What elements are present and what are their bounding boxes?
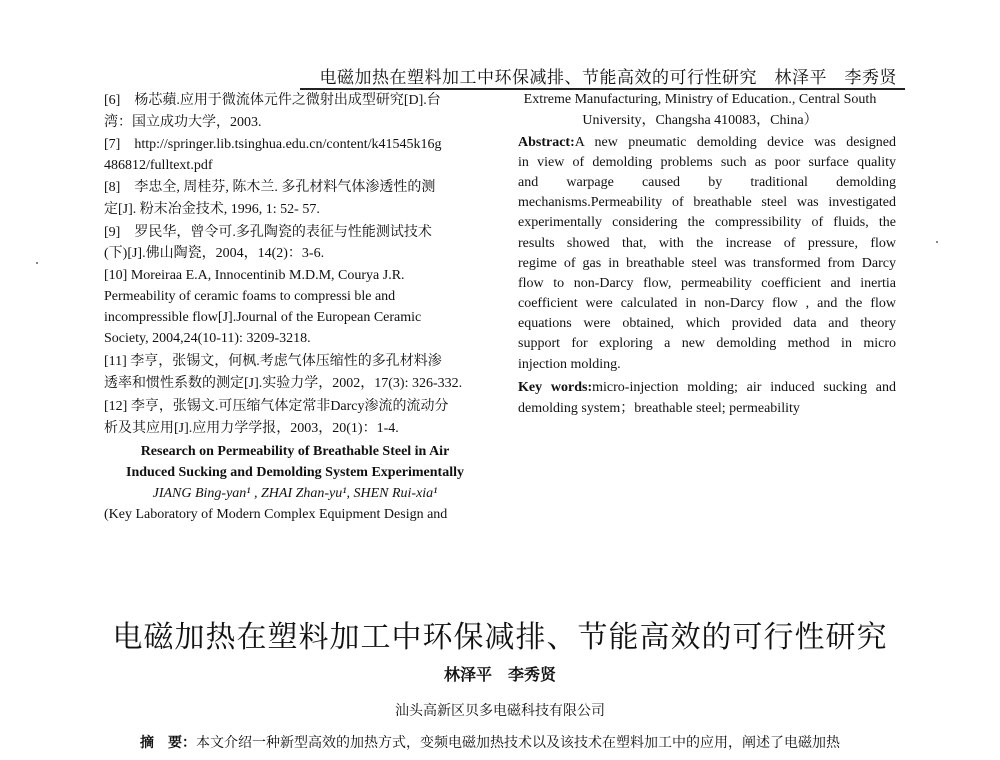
english-affiliation: University，Changsha 410083，China）	[582, 113, 818, 128]
abstract-line: experimentally considering the compressibility of fluids, the	[518, 215, 896, 230]
keywords-line: demolding system；breathable steel; permeability	[518, 401, 800, 416]
article-title: 电磁加热在塑料加工中环保减排、节能高效的可行性研究	[112, 620, 888, 655]
abstract-line: A new pneumatic demolding device was designed	[574, 135, 896, 150]
english-affiliation: (Key Laboratory of Modern Complex Equipment Design and	[104, 507, 448, 522]
reference-line: [6] 杨芯蘋.应用于微流体元件之微射出成型研究[D].台	[104, 93, 441, 108]
chinese-abstract	[140, 732, 840, 752]
scan-speck	[36, 262, 38, 264]
reference-line: 486812/fulltext.pdf	[104, 158, 213, 173]
abstract-line: equations were obtained, which provided data and theory	[518, 316, 896, 331]
abstract-line: in view of demolding problems such as poor surface quality	[518, 155, 896, 170]
english-title-line: Induced Sucking and Demolding System Experimentally	[126, 465, 464, 480]
reference-line: [7] http://springer.lib.tsinghua.edu.cn/content/k41545k16g	[104, 137, 442, 152]
abstract-line: injection molding.	[518, 357, 621, 372]
reference-line: incompressible flow[J].Journal of the European Ceramic	[104, 310, 422, 325]
keywords-label: Key words:	[518, 380, 593, 395]
abstract-line: support for exploring a new demolding method in micro	[518, 336, 896, 351]
chinese-abstract-line: 本文介绍一种新型高效的加热方式，变频电磁加热技术以及该技术在塑料加工中的应用，阐述了电磁加热	[196, 736, 840, 751]
abstract-line: coefficient were calculated in non-Darcy flow , and the flow	[518, 296, 896, 311]
reference-line: Society, 2004,24(10-11): 3209-3218.	[104, 331, 311, 346]
reference-line: 定[J]. 粉末冶金技术, 1996, 1: 52- 57.	[104, 202, 320, 217]
reference-line: [9] 罗民华，曾令可.多孔陶瓷的表征与性能测试技术	[104, 225, 432, 240]
abstract-line: results showed that, with the increase of pressure, flow	[518, 236, 896, 251]
abstract-line: and warpage caused by traditional demolding	[518, 175, 896, 190]
reference-line: 透率和惯性系数的测定[J].实验力学，2002，17(3): 326-332.	[104, 376, 463, 391]
reference-line: [10] Moreiraa E.A, Innocentinib M.D.M, Courya J.R.	[104, 268, 405, 283]
running-header: 电磁加热在塑料加工中环保减排、节能高效的可行性研究 林泽平 李秀贤	[319, 68, 897, 87]
reference-line: [12] 李亨，张锡文.可压缩气体定常非Darcy渗流的流动分	[104, 399, 449, 414]
reference-line: [11] 李亨，张锡文，何枫.考虑气体压缩性的多孔材料渗	[104, 354, 442, 369]
scan-speck	[936, 241, 938, 243]
header-rule	[300, 88, 905, 90]
reference-line: 析及其应用[J].应用力学学报，2003，20(1)：1-4.	[104, 421, 399, 436]
chinese-abstract-label: 摘 要：	[140, 736, 196, 751]
abstract-line: mechanisms.Permeability of breathable steel was investigated	[518, 195, 896, 210]
abstract-line: regime of gas in breathable steel was transformed from Darcy	[518, 256, 896, 271]
english-authors: JIANG Bing-yan¹ , ZHAI Zhan-yu¹, SHEN Rui-xia¹	[152, 486, 438, 501]
reference-line: [8] 李忠全, 周桂芬, 陈木兰. 多孔材料气体渗透性的测	[104, 180, 436, 195]
english-affiliation: Extreme Manufacturing, Ministry of Education., Central South	[523, 92, 877, 107]
abstract-label: Abstract:	[518, 135, 575, 150]
english-title-line: Research on Permeability of Breathable Steel in Air	[140, 444, 450, 459]
article-authors: 林泽平 李秀贤	[443, 667, 556, 684]
reference-line: 湾：国立成功大学，2003.	[104, 115, 262, 130]
reference-line: Permeability of ceramic foams to compressi ble and	[104, 289, 396, 304]
abstract-line: flow to non-Darcy flow, permeability coefficient and inertia	[518, 276, 896, 291]
keywords-line: micro-injection molding; air induced sucking and	[592, 380, 896, 395]
article-affiliation: 汕头高新区贝多电磁科技有限公司	[395, 704, 605, 719]
reference-line: (下)[J].佛山陶瓷，2004，14(2)：3-6.	[104, 246, 325, 261]
